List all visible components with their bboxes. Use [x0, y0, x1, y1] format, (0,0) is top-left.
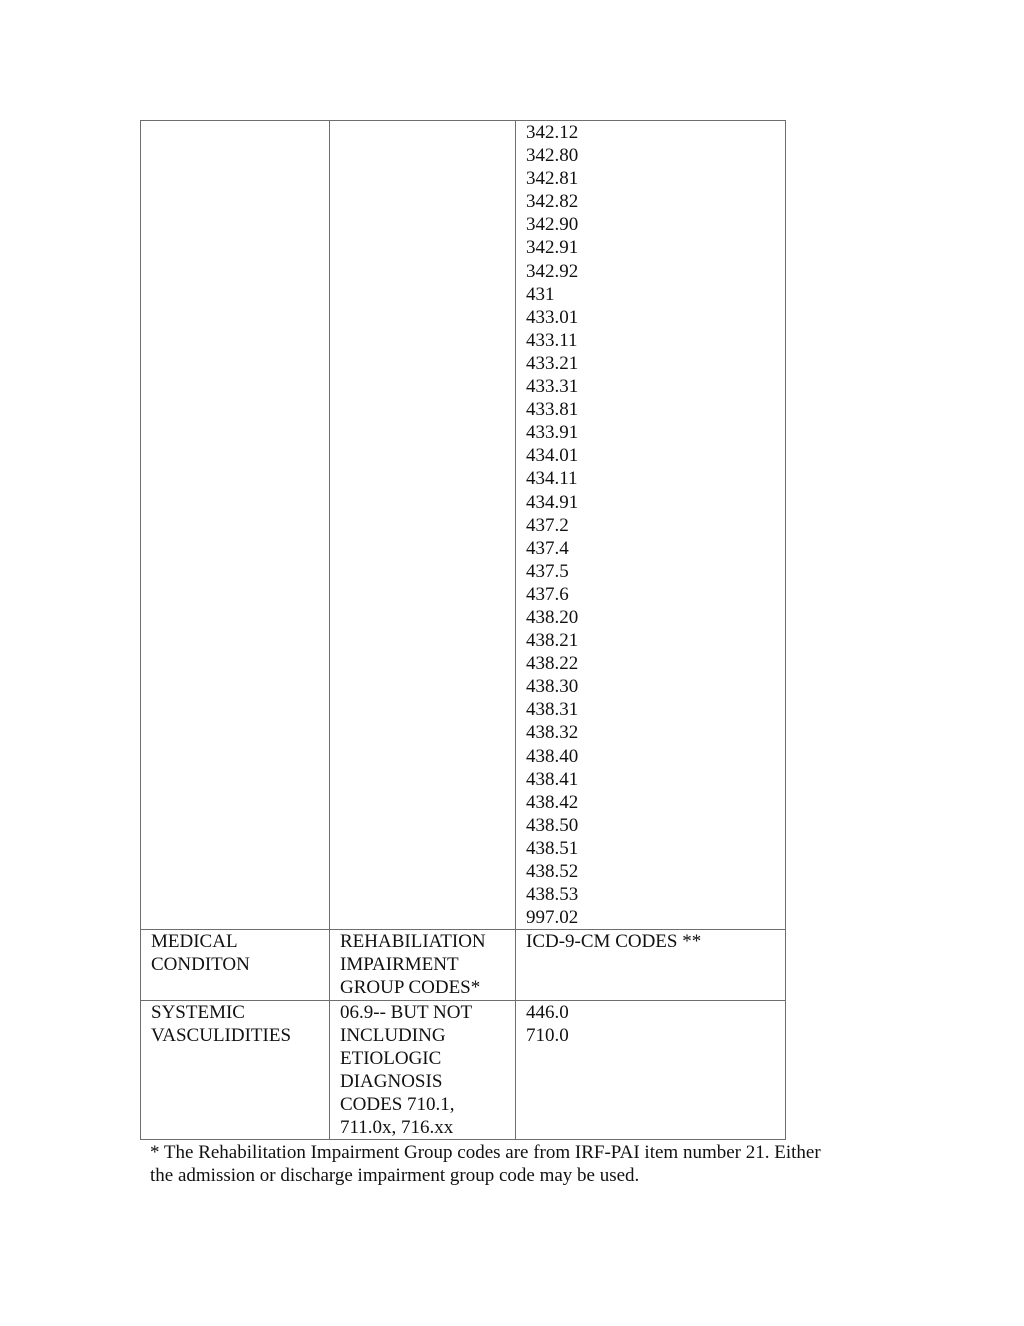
table-header-row	[141, 930, 786, 1000]
icd-code-item: 433.91	[526, 422, 579, 444]
icd-code-item: 433.21	[526, 352, 579, 374]
icd-9-cm-codes-header: ICD-9-CM CODES **	[516, 930, 786, 1000]
icd-code-item: 438.40	[526, 745, 579, 767]
icd-code-item: 438.52	[526, 861, 579, 882]
icd-code-item: 434.91	[526, 491, 579, 513]
icd-code-item: 438.42	[526, 791, 579, 813]
medical-condition-header: MEDICAL CONDITON	[141, 930, 330, 1000]
continuation-row	[141, 121, 786, 930]
icd-code-item: 431	[526, 283, 555, 305]
impairment-group-codes-cell: 06.9-- BUT NOT INCLUDING ETIOLOGIC DIAGNOSIS CODES 710.1, 711.0x, 716.xx	[330, 1000, 516, 1140]
icd-code-item: 438.41	[526, 768, 579, 790]
icd-code-item: 342.90	[526, 214, 579, 236]
icd-code-item: 434.01	[526, 445, 579, 467]
icd-code-item: 438.21	[526, 630, 579, 652]
group-codes-cell	[330, 121, 516, 930]
icd-code-item: 437.5	[526, 560, 569, 582]
icd-code-item: 438.30	[526, 676, 579, 698]
icd-code-item: 342.81	[526, 168, 579, 190]
icd-code-item: 438.31	[526, 699, 579, 721]
icd-code-item: 342.91	[526, 237, 579, 259]
icd-code-item: 433.01	[526, 306, 579, 328]
icd-codes-list-cell	[516, 121, 786, 930]
icd-code-item: 433.11	[526, 329, 578, 351]
icd-code-item: 438.50	[526, 814, 579, 836]
icd-code-item: 438.20	[526, 606, 579, 628]
icd-code-item: 434.11	[526, 468, 578, 490]
footnote-line-2: the admission or discharge impairment group code may be used.	[150, 1165, 640, 1186]
table-row	[141, 1000, 786, 1140]
icd-code-item: 437.4	[526, 537, 569, 559]
condition-cell	[141, 121, 330, 930]
icd-code-item: 438.51	[526, 837, 579, 859]
footnote	[150, 1141, 890, 1187]
icd-code-item: 438.32	[526, 722, 579, 744]
icd-code-item: 342.82	[526, 191, 579, 213]
icd-code-item: 433.81	[526, 399, 579, 421]
impairment-group-codes-header: REHABILIATION IMPAIRMENT GROUP CODES*	[330, 930, 516, 1000]
icd-code-item: 438.22	[526, 653, 579, 675]
icd-code-item: 342.92	[526, 260, 579, 282]
icd-code-item: 433.31	[526, 376, 579, 398]
icd-code-item: 997.02	[526, 907, 579, 929]
icd-code-item: 342.80	[526, 145, 579, 167]
icd-9-cm-codes-cell: 446.0 710.0	[516, 1000, 786, 1140]
medical-condition-cell: SYSTEMIC VASCULIDITIES	[141, 1000, 330, 1140]
diagnosis-codes-table	[140, 120, 786, 1140]
icd-code-item: 437.6	[526, 583, 569, 605]
icd-code-item: 342.12	[526, 122, 579, 143]
icd-code-item: 438.53	[526, 884, 579, 906]
footnote-line-1: * The Rehabilitation Impairment Group codes are from IRF-PAI item number 21. Either	[150, 1142, 821, 1163]
icd-code-item: 437.2	[526, 514, 569, 536]
